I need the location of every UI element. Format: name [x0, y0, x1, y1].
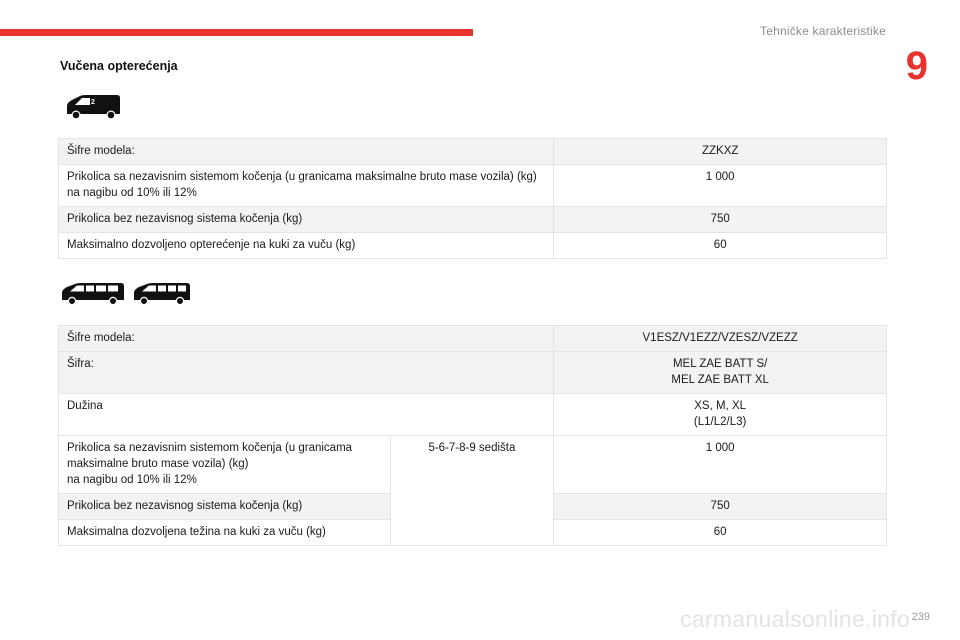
table-row [59, 207, 887, 233]
row-value: V1ESZ/V1EZZ/VZESZ/VZEZZ [554, 326, 887, 352]
row-value: ZZKXZ [554, 139, 887, 165]
row-label: Prikolica bez nezavisnog sistema kočenja (kg) [59, 494, 391, 520]
row-label-line: maksimalne bruto mase vozila) (kg) [67, 458, 249, 470]
row-value [554, 352, 887, 394]
row-value: 1 000 [554, 165, 887, 207]
row-label: Maksimalna dozvoljena težina na kuki za vuču (kg) [59, 520, 391, 546]
row-label: Maksimalno dozvoljeno opterećenje na kuki za vuču (kg) [59, 233, 554, 259]
chapter-number: 9 [905, 44, 928, 88]
table-row [59, 233, 887, 259]
panel-van-icon [64, 94, 122, 121]
row-value-line: MEL ZAE BATT S/ [672, 358, 768, 370]
row-label-line: Prikolica sa nezavisnim sistemom kočenja (u granicama maksimalne bruto mase vozila) (kg) [67, 171, 537, 183]
header-accent-bar [0, 29, 473, 36]
row-value: 750 [554, 207, 887, 233]
row-label: Šifre modela: [59, 326, 554, 352]
row-label: Šifre modela: [59, 139, 554, 165]
row-label-line: na nagibu od 10% ili 12% [67, 474, 197, 486]
table-row [59, 394, 887, 436]
row-value: 60 [554, 520, 887, 546]
row-value-line: MEL ZAE BATT XL [671, 374, 769, 386]
table-row [59, 436, 887, 494]
passenger-van-icon [60, 282, 126, 306]
row-value-line: XS, M, XL [694, 400, 747, 412]
table-row [59, 352, 887, 394]
row-label: Šifra: [59, 352, 554, 394]
row-label: Prikolica bez nezavisnog sistema kočenja (kg) [59, 207, 554, 233]
row-value [554, 394, 887, 436]
page-number: 239 [911, 611, 930, 623]
section-title: Vučena opterećenja [60, 59, 178, 73]
row-label [59, 436, 391, 494]
chapter-title: Tehničke karakteristike [760, 24, 886, 38]
row-value-line: (L1/L2/L3) [693, 416, 747, 428]
row-label-line: na nagibu od 10% ili 12% [67, 187, 197, 199]
svg-text:2: 2 [91, 99, 95, 106]
row-value: 1 000 [554, 436, 887, 494]
watermark: carmanualsonline.info [680, 606, 911, 632]
row-label [59, 165, 554, 207]
table-row [59, 139, 887, 165]
towing-table-panel-van [58, 138, 887, 259]
table-row [59, 326, 887, 352]
table-row [59, 165, 887, 207]
towing-table-passenger-van [58, 325, 887, 546]
row-label-line: Prikolica sa nezavisnim sistemom kočenja (u granicama [67, 442, 353, 454]
row-value: 750 [554, 494, 887, 520]
passenger-van-icon [132, 282, 192, 306]
row-value: 60 [554, 233, 887, 259]
row-label: Dužina [59, 394, 554, 436]
seats-cell: 5-6-7-8-9 sedišta [390, 436, 554, 546]
